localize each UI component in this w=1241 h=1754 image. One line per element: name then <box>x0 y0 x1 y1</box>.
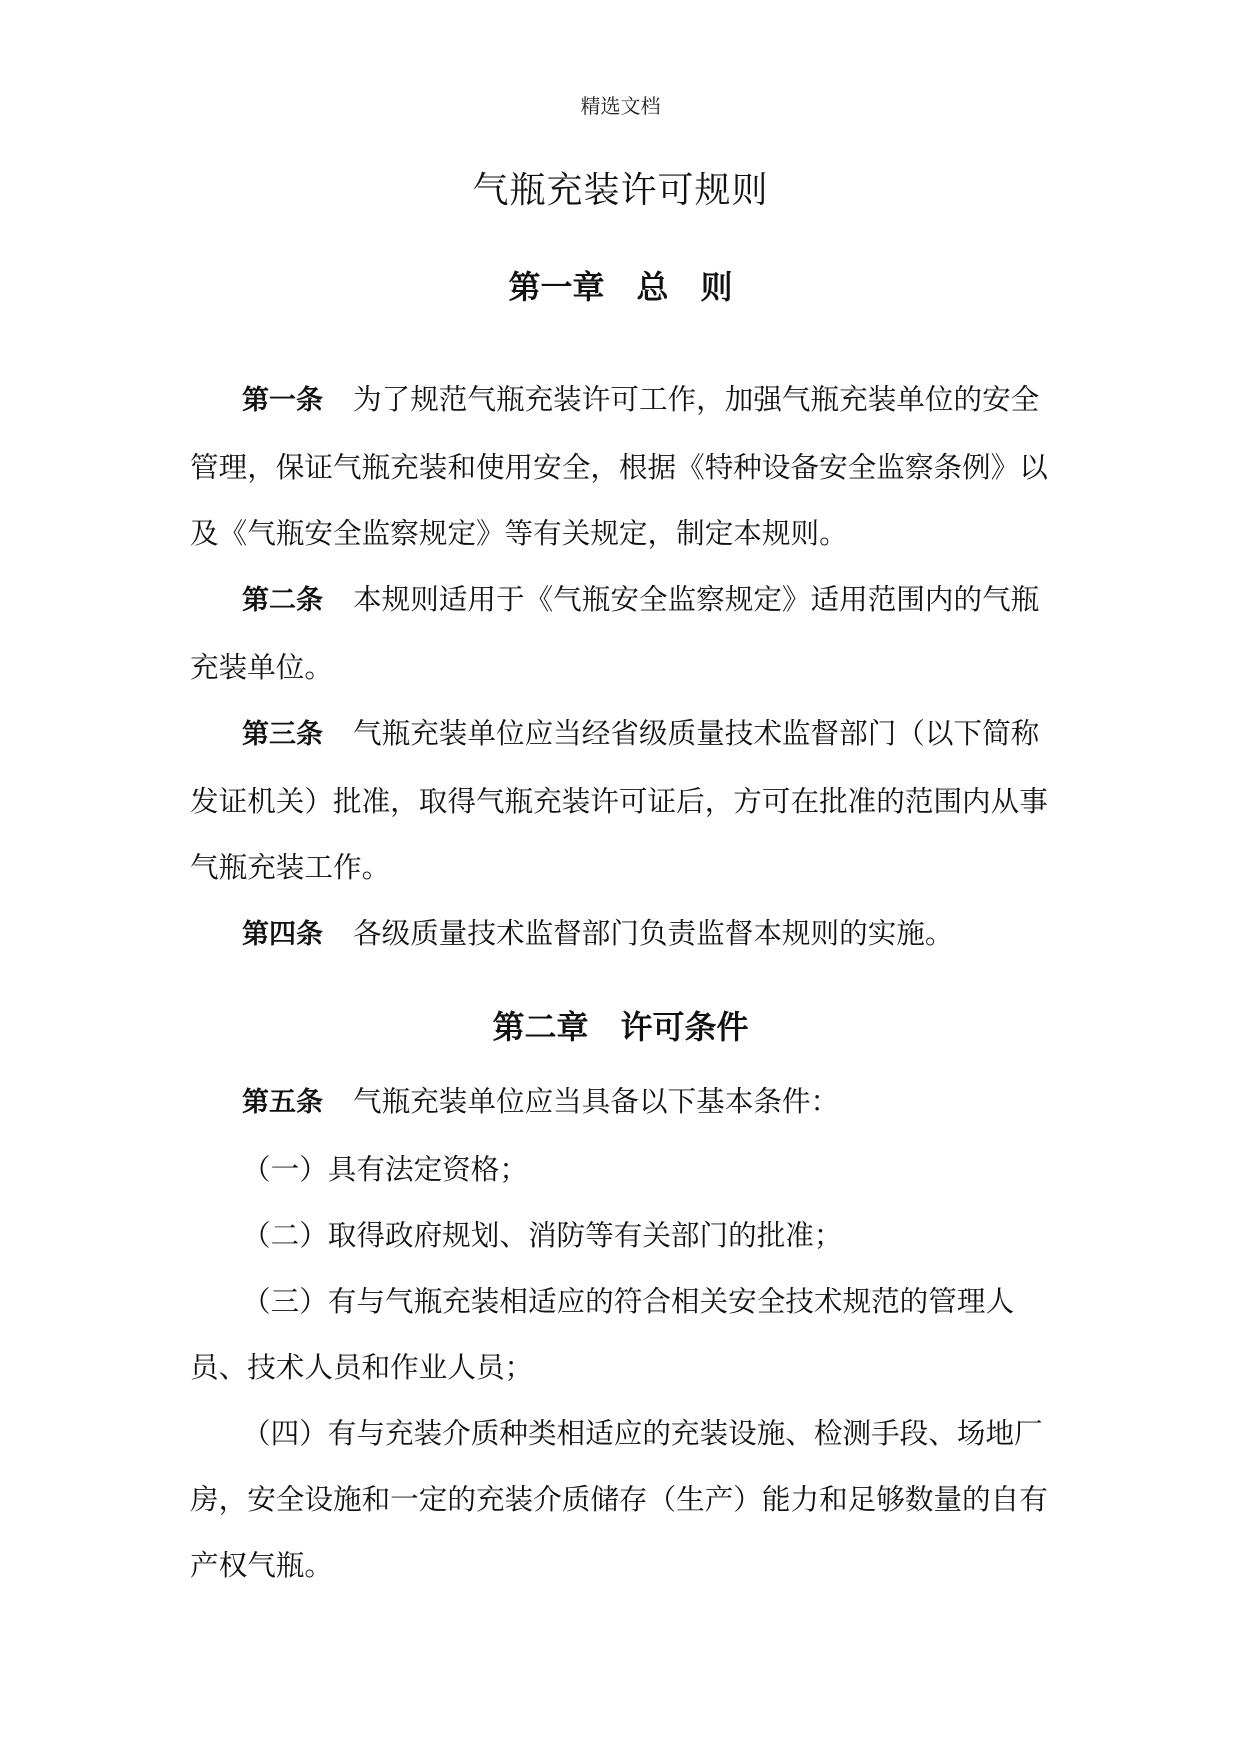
article-label: 第三条 <box>242 719 323 750</box>
condition-item-3: （三）有与气瓶充装相适应的符合相关安全技术规范的管理人员、技术人员和作业人员； <box>190 1284 1015 1384</box>
article-text: 本规则适用于《气瓶安全监察规定》适用范围内的气瓶充装单位。 <box>190 582 1040 684</box>
article-text: 气瓶充装单位应当具备以下基本条件： <box>353 1084 840 1118</box>
article-4 <box>190 900 1056 968</box>
chapter-1-body <box>190 366 1056 968</box>
article-1 <box>190 366 1056 566</box>
chapter-heading-1: 第一章 总 则 <box>508 268 733 306</box>
document-title: 气瓶充装许可规则 <box>472 170 769 211</box>
article-text: 气瓶充装单位应当经省级质量技术监督部门（以下简称发证机关）批准，取得气瓶充装许可证后，方可在批准的范围内从事气瓶充装工作。 <box>190 716 1048 884</box>
page-header-label: 精选文档 <box>580 94 661 118</box>
article-text: 各级质量技术监督部门负责监督本规则的实施。 <box>353 916 954 950</box>
article-label: 第五条 <box>242 1087 323 1118</box>
chapter-heading-2: 第二章 许可条件 <box>492 1008 749 1046</box>
article-label: 第一条 <box>242 385 323 416</box>
condition-item-1: （一）具有法定资格； <box>242 1152 528 1186</box>
article-2 <box>190 566 1056 700</box>
article-3 <box>190 700 1056 900</box>
article-label: 第二条 <box>242 585 323 616</box>
article-5 <box>190 1068 1056 1136</box>
chapter-2-body <box>190 1068 1056 1598</box>
condition-item-2: （二）取得政府规划、消防等有关部门的批准； <box>242 1218 843 1252</box>
article-label: 第四条 <box>242 919 323 950</box>
condition-item-4: （四）有与充装介质种类相适应的充装设施、检测手段、场地厂房，安全设施和一定的充装介质储存（生产）能力和足够数量的自有产权气瓶。 <box>190 1416 1048 1582</box>
article-text: 为了规范气瓶充装许可工作，加强气瓶充装单位的安全管理，保证气瓶充装和使用安全，根据《特种设备安全监察条例》以及《气瓶安全监察规定》等有关规定，制定本规则。 <box>190 382 1048 550</box>
